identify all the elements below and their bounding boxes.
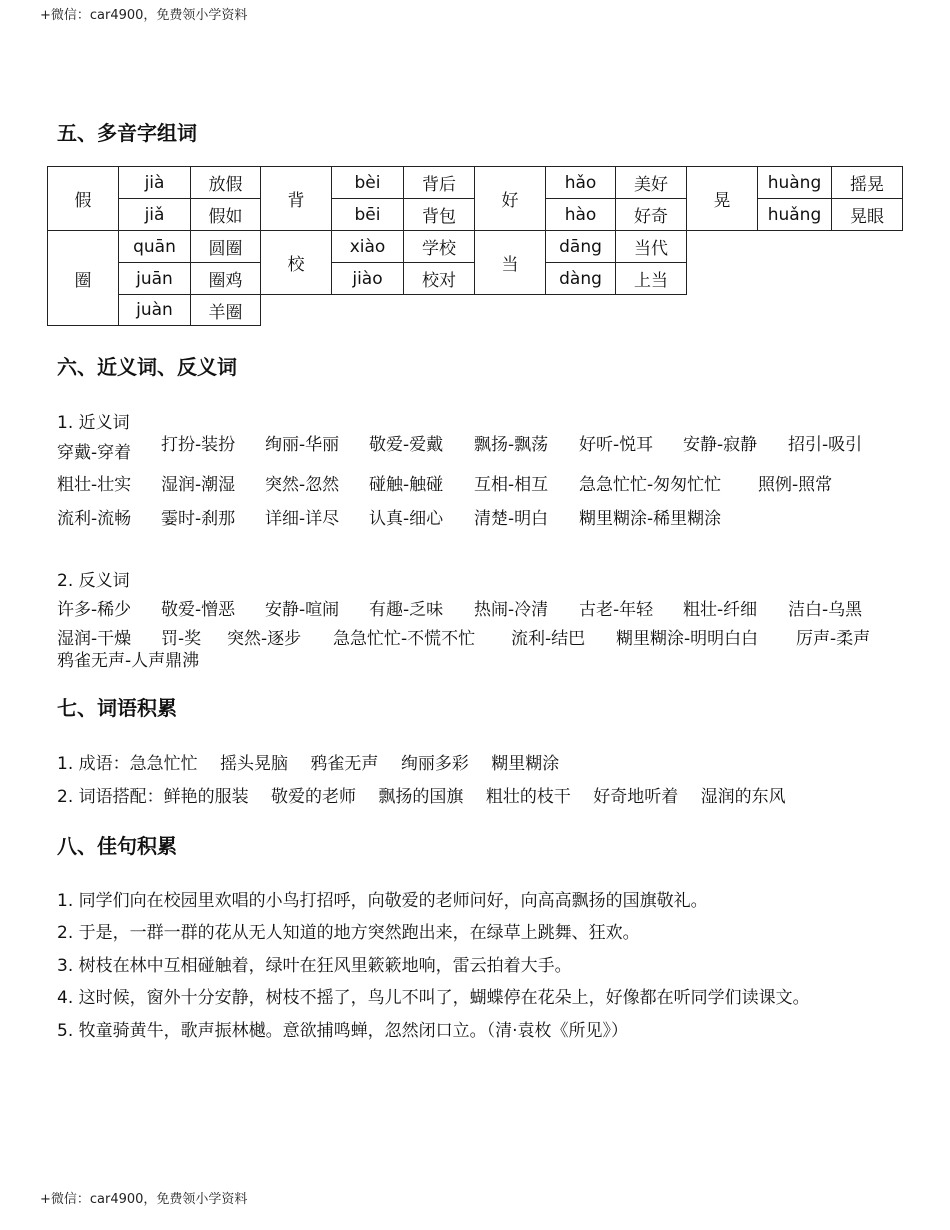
pinyin-cell: jiào [331,262,404,295]
char-cell: 背 [260,166,332,231]
word-pair: 好听-悦耳 [579,435,654,455]
idiom-line: 1. 成语：急急忙忙 摇头晃脑 鸦雀无声 绚丽多彩 糊里糊涂 [57,754,560,774]
pinyin-cell: juān [118,262,191,295]
word-pair: 绚丽-华丽 [265,435,340,455]
pinyin-cell: dāng [545,230,616,263]
char-cell: 晃 [686,166,758,231]
word-pair: 热闹-冷清 [474,600,549,620]
section5-title: 五、多音字组词 [57,121,197,145]
word-pair: 罚-奖 [161,629,202,649]
sentence-line: 4. 这时候，窗外十分安静，树枝不摇了，鸟儿不叫了，蝴蝶停在花朵上，好像都在听同学们读课文。 [57,988,810,1008]
word-pair: 互相-相互 [474,475,549,495]
word-pair: 流利-结巴 [511,629,586,649]
word-cell: 晃眼 [831,198,903,231]
word-pair: 粗壮-纤细 [683,600,758,620]
word-pair: 急急忙忙-不慌不忙 [333,629,476,649]
word-pair: 厉声-柔声 [796,629,871,649]
word-pair: 急急忙忙-匆匆忙忙 [579,475,722,495]
char-cell: 假 [47,166,119,231]
word-cell: 上当 [615,262,687,295]
word-pair: 糊里糊涂-稀里糊涂 [579,509,722,529]
word-pair: 流利-流畅 [57,509,132,529]
word-cell: 摇晃 [831,166,903,199]
char-cell: 圈 [47,230,119,326]
word-pair: 突然-逐步 [227,629,302,649]
word-cell: 美好 [615,166,687,199]
word-cell: 圈鸡 [190,262,261,295]
word-cell: 好奇 [615,198,687,231]
pinyin-cell: bēi [331,198,404,231]
word-pair: 清楚-明白 [474,509,549,529]
word-cell: 放假 [190,166,261,199]
word-pair: 详细-详尽 [265,509,340,529]
pinyin-cell: bèi [331,166,404,199]
header-note: +微信：car4900，免费领小学资料 [40,8,248,23]
word-cell: 学校 [403,230,475,263]
char-cell: 当 [474,230,546,295]
word-pair: 许多-稀少 [57,600,132,620]
pinyin-cell: xiào [331,230,404,263]
word-pair: 穿戴-穿着 [57,443,132,463]
section8-title: 八、佳句积累 [57,834,177,858]
synonym-label: 1. 近义词 [57,413,130,433]
pinyin-cell: jià [118,166,191,199]
antonym-label: 2. 反义词 [57,571,130,591]
section7-title: 七、词语积累 [57,696,177,720]
word-pair: 打扮-装扮 [161,435,236,455]
pinyin-cell: huǎng [757,198,832,231]
word-cell: 羊圈 [190,294,261,326]
word-pair: 鸦雀无声-人声鼎沸 [57,651,200,671]
word-pair: 古老-年轻 [579,600,654,620]
word-pair: 照例-照常 [758,475,833,495]
sentence-line: 5. 牧童骑黄牛，歌声振林樾。意欲捕鸣蝉，忽然闭口立。（清·袁枚《所见》） [57,1021,629,1041]
word-cell: 背后 [403,166,475,199]
word-pair: 认真-细心 [369,509,444,529]
word-pair: 霎时-刹那 [161,509,236,529]
sentence-line: 3. 树枝在林中互相碰触着，绿叶在狂风里簌簌地响，雷云拍着大手。 [57,956,572,976]
word-pair: 敬爱-爱戴 [369,435,444,455]
collocation-line: 2. 词语搭配：鲜艳的服装 敬爱的老师 飘扬的国旗 粗壮的枝干 好奇地听着 湿润的东风 [57,787,786,807]
word-pair: 洁白-乌黑 [788,600,863,620]
word-cell: 假如 [190,198,261,231]
word-pair: 湿润-干燥 [57,629,132,649]
pinyin-cell: hào [545,198,616,231]
word-cell: 背包 [403,198,475,231]
section6-title: 六、近义词、反义词 [57,355,237,379]
word-pair: 安静-喧闹 [265,600,340,620]
char-cell: 好 [474,166,546,231]
pinyin-cell: juàn [118,294,191,326]
pinyin-cell: hǎo [545,166,616,199]
char-cell: 校 [260,230,332,295]
word-cell: 当代 [615,230,687,263]
word-pair: 突然-忽然 [265,475,340,495]
pinyin-cell: huàng [757,166,832,199]
word-pair: 湿润-潮湿 [161,475,236,495]
word-pair: 碰触-触碰 [369,475,444,495]
sentence-line: 2. 于是，一群一群的花从无人知道的地方突然跑出来，在绿草上跳舞、狂欢。 [57,923,640,943]
footer-note: +微信：car4900，免费领小学资料 [40,1192,248,1207]
word-cell: 校对 [403,262,475,295]
word-pair: 招引-吸引 [788,435,863,455]
pinyin-cell: quān [118,230,191,263]
word-pair: 有趣-乏味 [369,600,444,620]
sentence-line: 1. 同学们向在校园里欢唱的小鸟打招呼，向敬爱的老师问好，向高高飘扬的国旗敬礼。 [57,891,708,911]
word-pair: 糊里糊涂-明明白白 [616,629,759,649]
word-pair: 粗壮-壮实 [57,475,132,495]
word-pair: 安静-寂静 [683,435,758,455]
word-cell: 圆圈 [190,230,261,263]
word-pair: 飘扬-飘荡 [474,435,549,455]
pinyin-cell: jiǎ [118,198,191,231]
pinyin-cell: dàng [545,262,616,295]
word-pair: 敬爱-憎恶 [161,600,236,620]
